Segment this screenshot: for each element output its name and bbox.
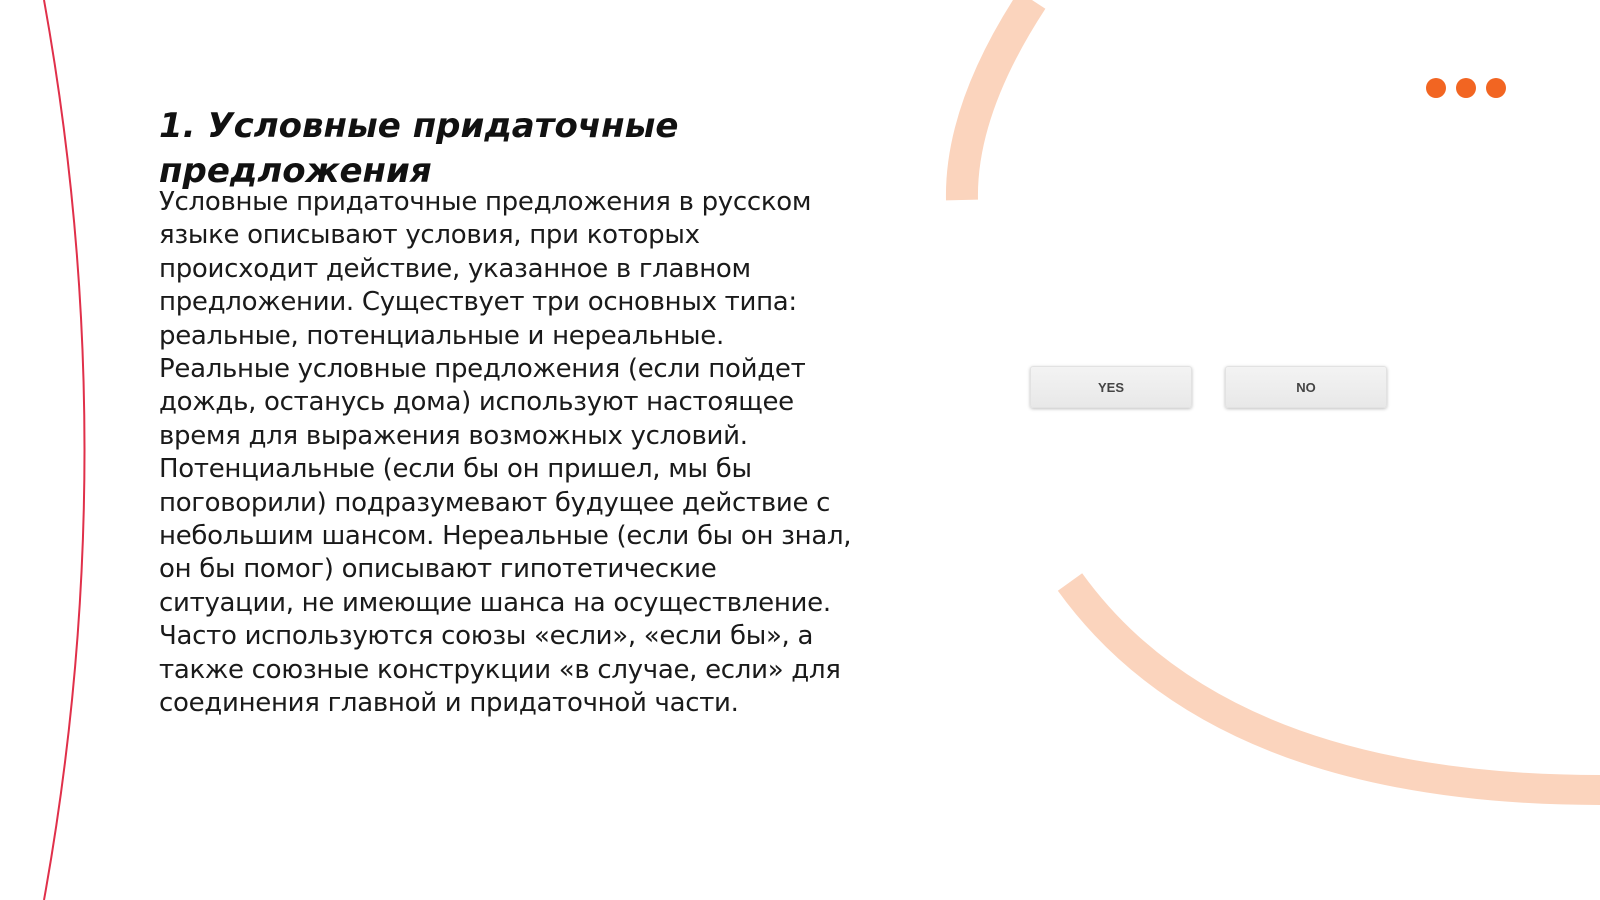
more-dots-icon[interactable] [1426, 78, 1506, 98]
no-button[interactable]: NO [1225, 366, 1387, 408]
dot [1456, 78, 1476, 98]
slide-body-text: Условные придаточные предложения в русском языке описывают условия, при которых происходит действие, указанное в главном предложении. Существует три основных типа: реальные, потенциальные и нереальные. Реальные условные предложения (если пойдет дождь, останусь дома) используют настоящее время для выражения возможных условий. Потенциальные (если бы он пришел, мы бы поговорили) подразумевают будущее действие с небольшим шансом. Нереальные (если бы он знал, он бы помог) описывают гипотетические ситуации, не имеющие шанса на осуществление. Часто используются союзы «если», «если бы», а также союзные конструкции «в случае, если» для соединения главной и придаточной части. [159, 187, 852, 719]
ring-arc-bottom [1070, 582, 1600, 790]
dot [1426, 78, 1446, 98]
slide-title: 1. Условные придаточные предложения [159, 106, 679, 191]
left-edge-line [44, 0, 85, 900]
yes-button[interactable]: YES [1030, 366, 1192, 408]
ring-arc-top [962, 0, 1032, 200]
dot [1486, 78, 1506, 98]
